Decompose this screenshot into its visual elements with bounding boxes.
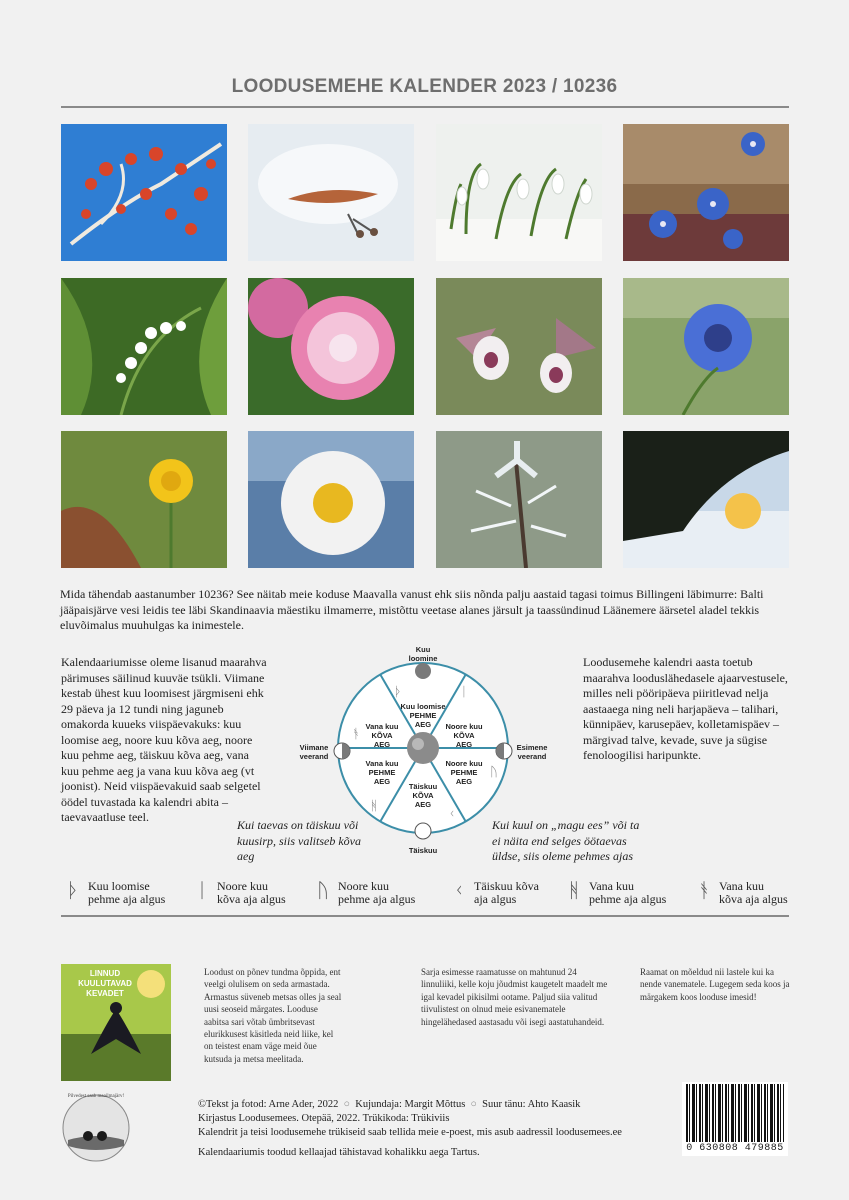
- photo-spruce-sunset: [623, 431, 789, 568]
- svg-text:AEG: AEG: [414, 720, 432, 729]
- svg-text:AEG: AEG: [373, 740, 391, 749]
- svg-text:Esimene: Esimene: [516, 743, 548, 752]
- rune-marker: ᚦ: [394, 685, 402, 700]
- credit-text: ©Tekst ja fotod: Arne Ader, 2022: [198, 1099, 339, 1110]
- photo-cornflower: [623, 278, 789, 415]
- book-text-2: Sarja esimesse raamatusse on mahtunud 24 linnuliiki, kelle koju jõudmist kaugetelt maadelt me igal kevadel pikisilmi ootame. Paljud siia valitud tiivulistest on olnud meie esivanematele hingelähedased aastasadu või isegi aastatuhandeid.: [421, 967, 608, 1027]
- svg-text:Noore kuu: Noore kuu: [445, 759, 483, 768]
- first-quarter-icon: [496, 743, 512, 759]
- photo-dandelion: [61, 431, 227, 568]
- svg-text:PEHME: PEHME: [368, 768, 396, 777]
- rune-icon: ᚻ: [568, 878, 580, 902]
- rune-icon: ᚢ: [317, 878, 329, 902]
- photo-helleborine-orchid: [436, 278, 602, 415]
- svg-text:Täiskuu: Täiskuu: [408, 782, 438, 791]
- caption-right: Kui kuul on „magu ees” või ta ei näita end selges öötaevas üldse, siis oleme pehmes ajas: [492, 818, 640, 863]
- barcode-digits: 0 630808 479885: [686, 1143, 784, 1154]
- legend-item-2: ᛁ Noore kuu kõva aja algus: [196, 878, 286, 906]
- book-text-1: Loodust on põnev tundma õppida, ent veelgi olulisem on seda armastada. Armastus süveneb metsas olles ja seal uusi seoseid märgates. Looduse aabitsa sari võtab ümbritsevast elurikkusest käsitleda neid liike, kel on teistest enam väge meid õue kutsuda ja metsa meelitada.: [204, 967, 342, 1064]
- svg-text:KÕVA: KÕVA: [412, 791, 434, 800]
- right-column-text: Loodusemehe kalendri aasta toetub maarahva looduslähedasele ajaarvestusele, milles neli pööripäeva piiritlevad nelja aastaaega ning neli harjapäeva – talihari, künnipäev, karusepäev, kolletamispäev – märgivad talve, kevade, suve ja sügise fenoloogilisi haripunkte.: [583, 655, 788, 762]
- new-moon-icon: [415, 663, 431, 679]
- credit-timezone: Kalendaariumis toodud kellaajad tähistavad kohalikku aega Tartus.: [198, 1147, 480, 1158]
- legend-item-1: ᚦ Kuu loomise pehme aja algus: [67, 878, 166, 906]
- rune-icon: ᚬ: [698, 878, 710, 902]
- svg-text:ᛁ: ᛁ: [460, 685, 468, 700]
- svg-text:Täiskuu: Täiskuu: [408, 846, 438, 855]
- logo-text: Pilvedest saab maailmajärv!: [67, 1094, 125, 1099]
- svg-text:Kuu loomise: Kuu loomise: [400, 702, 446, 711]
- legend-item-6: ᚬ Vana kuu kõva aja algus: [698, 878, 788, 906]
- last-quarter-icon: [334, 743, 350, 759]
- barcode: [682, 1082, 788, 1156]
- svg-text:KÕVA: KÕVA: [371, 731, 393, 740]
- svg-text:Viimane: Viimane: [299, 743, 329, 752]
- title-rule: [61, 106, 789, 108]
- legend-item-3: ᚢ Noore kuu pehme aja algus: [317, 878, 416, 906]
- left-column-text: Kalendaariumisse oleme lisanud maarahva pärimuses säilinud kuuväe tsükli. Viimane kestab ühest kuu loomisest järgmiseni ehk 29 päeva ja 12 tundi ning jaguneb omakorda kuueks viispäevakuks: kuu loomise aeg, noore kuu kõva aeg, noore kuu pehme aeg, täiskuu kõva aeg, vana kuu pehme aeg ja vana kuu kõva aeg (vt joonist). Neid viispäevakuid saab selgetel öödel tuvastada ka kalendri abita – taevavaatluse teel.: [61, 655, 267, 824]
- photo-rowan-berries-frost: [61, 124, 227, 261]
- svg-text:AEG: AEG: [455, 777, 473, 786]
- photo-lily-of-the-valley: [61, 278, 227, 415]
- svg-text:Vana kuu: Vana kuu: [365, 722, 399, 731]
- svg-text:Vana kuu: Vana kuu: [365, 759, 399, 768]
- book-cover-title: LINNUD KUULUTAVAD KEVADET: [78, 969, 132, 998]
- credit-designer: Kujundaja: Margit Mõttus: [355, 1099, 466, 1110]
- publisher-logo: [60, 1092, 132, 1164]
- credits: ©Tekst ja fotod: Arne Ader, 2022 ○ Kujundaja: Margit Mõttus ○ Suur tänu: Ahto Kaasik Kirjastus Loodusemees. Otepää, 2022. Trükikoda: Trükiviis Kalendrit ja teisi loodusemehe trükiseid saab tellida meie e-poest, mis asub aadressil loodusemees.ee Kalendaariumis toodud kellaajad tähistavad kohalikku aega Tartus.: [198, 1098, 668, 1160]
- intro-text: Mida tähendab aastanumber 10236? See näitab meie koduse Maavalla vanust ehk siis nõnda palju aastaid tagasi toimus Billingeni läbimurre: Balti jääpaisjärve vesi leidis tee läbi Skandinaavia mäestiku ilmamerre, mistõttu veetase alanes järsult ja taassündinud Läänemere äärsetel aladel tekkis eluvõimalus muuhulgas ka inimestele.: [60, 587, 764, 632]
- credit-thanks: Suur tänu: Ahto Kaasik: [482, 1099, 581, 1110]
- legend-rule: [61, 915, 789, 917]
- svg-text:veerand: veerand: [517, 752, 547, 761]
- label-top-2: loomine: [408, 654, 438, 663]
- svg-text:ᚢ: ᚢ: [490, 765, 498, 780]
- photo-daisy-frost: [248, 431, 414, 568]
- book-cover: [61, 964, 171, 1081]
- svg-text:PEHME: PEHME: [409, 711, 437, 720]
- credit-order: Kalendrit ja teisi loodusemehe trükiseid saab tellida meie e-poest, mis asub aadressil loodusemees.ee: [198, 1127, 622, 1138]
- svg-text:KÕVA: KÕVA: [453, 731, 475, 740]
- svg-text:ᚻ: ᚻ: [370, 799, 378, 814]
- svg-text:AEG: AEG: [373, 777, 391, 786]
- svg-text:veerand: veerand: [299, 752, 329, 761]
- legend-item-5: ᚻ Vana kuu pehme aja algus: [568, 878, 667, 906]
- full-moon-icon: [415, 823, 431, 839]
- caption-left: Kui taevas on täiskuu või kuusirp, siis valitseb kõva aeg: [237, 818, 361, 863]
- svg-text:Noore kuu: Noore kuu: [445, 722, 483, 731]
- credit-publisher: Kirjastus Loodusemees. Otepää, 2022. Trükikoda: Trükiviis: [198, 1113, 450, 1124]
- svg-text:ᚬ: ᚬ: [352, 727, 360, 742]
- legend-item-4: ᚲ Täiskuu kõva aja algus: [453, 878, 539, 906]
- photo-leaf-on-snow: [248, 124, 414, 261]
- svg-text:AEG: AEG: [414, 800, 432, 809]
- photo-clover: [248, 278, 414, 415]
- photo-hepatica: [623, 124, 789, 261]
- svg-text:ᚲ: ᚲ: [448, 807, 456, 822]
- svg-text:PEHME: PEHME: [450, 768, 478, 777]
- label-top-1: Kuu: [415, 645, 431, 654]
- rune-icon: ᛁ: [196, 878, 208, 902]
- book-text-3: Raamat on mõeldud nii lastele kui ka nende vanematele. Lugegem seda koos ja märgakem koos looduse imesid!: [640, 967, 790, 1002]
- photo-frosted-seedhead: [436, 431, 602, 568]
- page-title: LOODUSEMEHE KALENDER 2023 / 10236: [231, 76, 618, 97]
- rune-icon: ᚦ: [67, 878, 79, 902]
- svg-text:AEG: AEG: [455, 740, 473, 749]
- rune-icon: ᚲ: [453, 878, 465, 902]
- photo-snowdrops: [436, 124, 602, 261]
